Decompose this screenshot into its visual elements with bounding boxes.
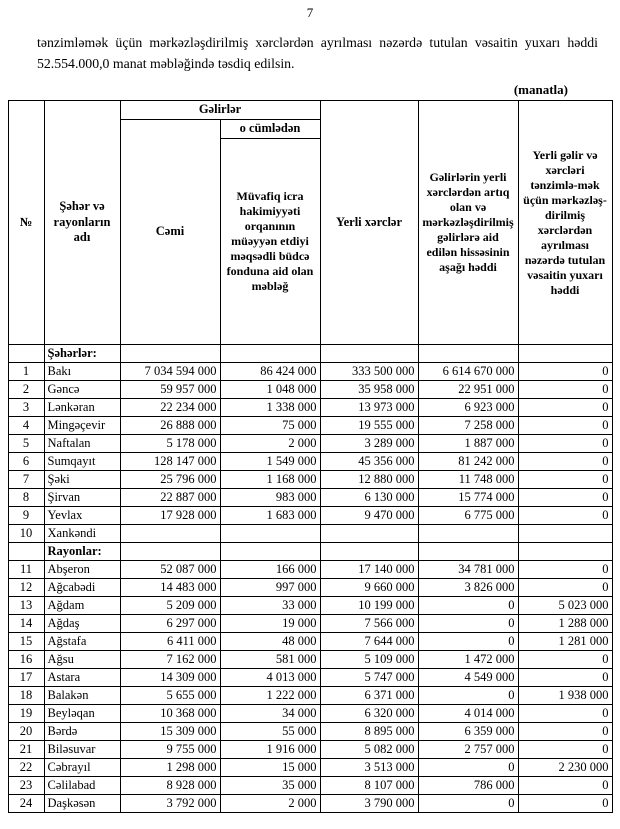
cell-artiq: 6 775 000 bbox=[418, 506, 518, 524]
cell-cemi: 3 792 000 bbox=[120, 794, 220, 812]
cell-yerli: 19 555 000 bbox=[320, 416, 418, 434]
cell-fond: 1 222 000 bbox=[220, 686, 320, 704]
cell-yerli: 3 289 000 bbox=[320, 434, 418, 452]
cell-yerli: 3 790 000 bbox=[320, 794, 418, 812]
cell-tenzim bbox=[518, 344, 612, 362]
cell-cemi: 15 309 000 bbox=[120, 722, 220, 740]
cell-name: Ağdaş bbox=[44, 614, 120, 632]
cell-name: Naftalan bbox=[44, 434, 120, 452]
table-row bbox=[8, 722, 612, 740]
col-header-o-cumleden: o cümlədən bbox=[220, 120, 320, 139]
cell-tenzim: 0 bbox=[518, 398, 612, 416]
cell-name: Lənkəran bbox=[44, 398, 120, 416]
col-header-yerli-xercler: Yerli xərclər bbox=[320, 101, 418, 344]
cell-name: Sumqayıt bbox=[44, 452, 120, 470]
cell-yerli: 333 500 000 bbox=[320, 362, 418, 380]
cell-no: 24 bbox=[8, 794, 44, 812]
cell-artiq: 4 014 000 bbox=[418, 704, 518, 722]
cell-yerli bbox=[320, 542, 418, 560]
table-row bbox=[8, 668, 612, 686]
table-row bbox=[8, 704, 612, 722]
cell-name: Şəhərlər: bbox=[44, 344, 120, 362]
cell-no: 9 bbox=[8, 506, 44, 524]
table-row bbox=[8, 488, 612, 506]
col-header-fond: Müvafiq icra hakimiyyəti orqanının müəyyən etdiyi məqsədli büdcə fonduna aid olan məbləğ bbox=[220, 138, 320, 344]
cell-fond: 1 916 000 bbox=[220, 740, 320, 758]
cell-cemi bbox=[120, 542, 220, 560]
cell-fond: 2 000 bbox=[220, 434, 320, 452]
cell-no: 5 bbox=[8, 434, 44, 452]
cell-cemi: 6 411 000 bbox=[120, 632, 220, 650]
cell-no: 1 bbox=[8, 362, 44, 380]
col-header-tenzim: Yerli gəlir və xərcləri tənzimlə-mək üçün mərkəzləş-dirilmiş xərclərdən ayrılması nəzərdə tutulan vəsaitin yuxarı həddi bbox=[518, 101, 612, 344]
cell-yerli: 6 320 000 bbox=[320, 704, 418, 722]
table-row bbox=[8, 776, 612, 794]
cell-artiq: 0 bbox=[418, 632, 518, 650]
cell-cemi: 9 755 000 bbox=[120, 740, 220, 758]
table-row bbox=[8, 560, 612, 578]
cell-artiq: 2 757 000 bbox=[418, 740, 518, 758]
cell-name: Beyləqan bbox=[44, 704, 120, 722]
cell-cemi: 17 928 000 bbox=[120, 506, 220, 524]
cell-no: 16 bbox=[8, 650, 44, 668]
cell-no: 15 bbox=[8, 632, 44, 650]
cell-artiq: 1 472 000 bbox=[418, 650, 518, 668]
col-header-no: № bbox=[8, 101, 44, 344]
cell-artiq: 11 748 000 bbox=[418, 470, 518, 488]
cell-fond: 983 000 bbox=[220, 488, 320, 506]
budget-table bbox=[8, 100, 613, 812]
cell-tenzim: 1 281 000 bbox=[518, 632, 612, 650]
cell-no: 23 bbox=[8, 776, 44, 794]
cell-name: Rayonlar: bbox=[44, 542, 120, 560]
cell-yerli: 5 109 000 bbox=[320, 650, 418, 668]
cell-fond: 1 048 000 bbox=[220, 380, 320, 398]
cell-cemi: 10 368 000 bbox=[120, 704, 220, 722]
table-body bbox=[8, 344, 612, 812]
cell-tenzim: 0 bbox=[518, 362, 612, 380]
table-row bbox=[8, 578, 612, 596]
cell-name: Daşkəsən bbox=[44, 794, 120, 812]
cell-fond: 19 000 bbox=[220, 614, 320, 632]
cell-cemi: 26 888 000 bbox=[120, 416, 220, 434]
cell-name: Yevlax bbox=[44, 506, 120, 524]
table-row bbox=[8, 650, 612, 668]
table-row bbox=[8, 506, 612, 524]
section-row bbox=[8, 542, 612, 560]
cell-tenzim: 0 bbox=[518, 506, 612, 524]
cell-name: Şəki bbox=[44, 470, 120, 488]
cell-no: 14 bbox=[8, 614, 44, 632]
cell-yerli: 12 880 000 bbox=[320, 470, 418, 488]
cell-fond: 48 000 bbox=[220, 632, 320, 650]
cell-cemi: 25 796 000 bbox=[120, 470, 220, 488]
unit-note: (manatla) bbox=[513, 82, 568, 98]
table-row bbox=[8, 758, 612, 776]
intro-paragraph: tənzimləmək üçün mərkəzləşdirilmiş xərclərdən ayrılması nəzərdə tutulan vəsaitin yuxarı həddi 52.554.000,0 manat məbləğində təsdiq edilsin. bbox=[37, 35, 598, 71]
cell-fond bbox=[220, 542, 320, 560]
cell-tenzim bbox=[518, 542, 612, 560]
cell-artiq bbox=[418, 344, 518, 362]
cell-artiq: 1 887 000 bbox=[418, 434, 518, 452]
cell-artiq: 7 258 000 bbox=[418, 416, 518, 434]
page-number: 7 bbox=[306, 5, 314, 20]
cell-name: Ağdam bbox=[44, 596, 120, 614]
col-header-cemi: Cəmi bbox=[120, 120, 220, 345]
cell-no bbox=[8, 542, 44, 560]
cell-tenzim: 0 bbox=[518, 704, 612, 722]
cell-no: 2 bbox=[8, 380, 44, 398]
cell-name: Abşeron bbox=[44, 560, 120, 578]
cell-cemi: 7 034 594 000 bbox=[120, 362, 220, 380]
cell-artiq: 0 bbox=[418, 614, 518, 632]
cell-artiq: 0 bbox=[418, 686, 518, 704]
cell-fond: 581 000 bbox=[220, 650, 320, 668]
table-row bbox=[8, 614, 612, 632]
cell-fond: 4 013 000 bbox=[220, 668, 320, 686]
cell-fond: 1 338 000 bbox=[220, 398, 320, 416]
cell-artiq bbox=[418, 542, 518, 560]
cell-yerli: 8 107 000 bbox=[320, 776, 418, 794]
cell-name: Biləsuvar bbox=[44, 740, 120, 758]
cell-cemi bbox=[120, 524, 220, 542]
cell-cemi: 22 234 000 bbox=[120, 398, 220, 416]
cell-cemi: 128 147 000 bbox=[120, 452, 220, 470]
cell-yerli: 9 660 000 bbox=[320, 578, 418, 596]
table-row bbox=[8, 686, 612, 704]
cell-yerli: 5 082 000 bbox=[320, 740, 418, 758]
cell-yerli: 10 199 000 bbox=[320, 596, 418, 614]
cell-fond: 86 424 000 bbox=[220, 362, 320, 380]
table-row bbox=[8, 380, 612, 398]
cell-cemi: 52 087 000 bbox=[120, 560, 220, 578]
cell-cemi: 14 309 000 bbox=[120, 668, 220, 686]
table-row bbox=[8, 362, 612, 380]
cell-no: 13 bbox=[8, 596, 44, 614]
cell-fond: 55 000 bbox=[220, 722, 320, 740]
cell-tenzim: 0 bbox=[518, 740, 612, 758]
cell-yerli: 13 973 000 bbox=[320, 398, 418, 416]
cell-artiq: 81 242 000 bbox=[418, 452, 518, 470]
cell-cemi bbox=[120, 344, 220, 362]
cell-tenzim: 0 bbox=[518, 560, 612, 578]
cell-no: 18 bbox=[8, 686, 44, 704]
cell-artiq: 22 951 000 bbox=[418, 380, 518, 398]
cell-tenzim: 0 bbox=[518, 380, 612, 398]
table-row bbox=[8, 794, 612, 812]
cell-fond: 2 000 bbox=[220, 794, 320, 812]
cell-name: Bakı bbox=[44, 362, 120, 380]
cell-name: Xankəndi bbox=[44, 524, 120, 542]
cell-tenzim: 0 bbox=[518, 488, 612, 506]
table-row bbox=[8, 596, 612, 614]
cell-tenzim: 2 230 000 bbox=[518, 758, 612, 776]
cell-no: 8 bbox=[8, 488, 44, 506]
cell-cemi: 59 957 000 bbox=[120, 380, 220, 398]
cell-tenzim: 0 bbox=[518, 452, 612, 470]
cell-artiq: 3 826 000 bbox=[418, 578, 518, 596]
cell-fond: 1 683 000 bbox=[220, 506, 320, 524]
cell-cemi: 7 162 000 bbox=[120, 650, 220, 668]
cell-fond: 34 000 bbox=[220, 704, 320, 722]
cell-name: Ağstafa bbox=[44, 632, 120, 650]
cell-cemi: 5 655 000 bbox=[120, 686, 220, 704]
cell-fond: 75 000 bbox=[220, 416, 320, 434]
cell-tenzim: 0 bbox=[518, 776, 612, 794]
cell-name: Mingəçevir bbox=[44, 416, 120, 434]
cell-tenzim: 0 bbox=[518, 722, 612, 740]
cell-tenzim: 0 bbox=[518, 578, 612, 596]
cell-name: Ağsu bbox=[44, 650, 120, 668]
cell-yerli: 7 644 000 bbox=[320, 632, 418, 650]
cell-tenzim bbox=[518, 524, 612, 542]
cell-yerli: 9 470 000 bbox=[320, 506, 418, 524]
cell-tenzim: 1 938 000 bbox=[518, 686, 612, 704]
cell-tenzim: 1 288 000 bbox=[518, 614, 612, 632]
cell-yerli: 6 371 000 bbox=[320, 686, 418, 704]
cell-fond bbox=[220, 344, 320, 362]
cell-fond: 33 000 bbox=[220, 596, 320, 614]
table-header bbox=[8, 101, 612, 344]
cell-artiq: 15 774 000 bbox=[418, 488, 518, 506]
cell-no: 6 bbox=[8, 452, 44, 470]
cell-fond: 997 000 bbox=[220, 578, 320, 596]
cell-name: Astara bbox=[44, 668, 120, 686]
cell-cemi: 8 928 000 bbox=[120, 776, 220, 794]
cell-name: Gəncə bbox=[44, 380, 120, 398]
cell-name: Ağcabədi bbox=[44, 578, 120, 596]
cell-yerli: 8 895 000 bbox=[320, 722, 418, 740]
cell-tenzim: 0 bbox=[518, 416, 612, 434]
cell-fond: 166 000 bbox=[220, 560, 320, 578]
cell-no: 22 bbox=[8, 758, 44, 776]
cell-artiq bbox=[418, 524, 518, 542]
col-header-artiq: Gəlirlərin yerli xərclərdən artıq olan və mərkəzləşdirilmiş gəlirlərə aid edilən hissəsinin aşağı həddi bbox=[418, 101, 518, 344]
cell-artiq: 0 bbox=[418, 758, 518, 776]
cell-cemi: 6 297 000 bbox=[120, 614, 220, 632]
cell-yerli bbox=[320, 524, 418, 542]
cell-yerli: 7 566 000 bbox=[320, 614, 418, 632]
cell-fond bbox=[220, 524, 320, 542]
cell-yerli: 6 130 000 bbox=[320, 488, 418, 506]
cell-artiq: 6 923 000 bbox=[418, 398, 518, 416]
cell-name: Balakən bbox=[44, 686, 120, 704]
table-row bbox=[8, 524, 612, 542]
cell-name: Şirvan bbox=[44, 488, 120, 506]
cell-cemi: 5 178 000 bbox=[120, 434, 220, 452]
cell-artiq: 6 614 670 000 bbox=[418, 362, 518, 380]
cell-tenzim: 0 bbox=[518, 794, 612, 812]
table-row bbox=[8, 434, 612, 452]
cell-no: 19 bbox=[8, 704, 44, 722]
table-row bbox=[8, 470, 612, 488]
col-header-name: Şəhər və rayonların adı bbox=[44, 101, 120, 344]
cell-artiq: 0 bbox=[418, 596, 518, 614]
cell-name: Bərdə bbox=[44, 722, 120, 740]
cell-no: 3 bbox=[8, 398, 44, 416]
cell-no: 12 bbox=[8, 578, 44, 596]
cell-cemi: 1 298 000 bbox=[120, 758, 220, 776]
cell-no: 11 bbox=[8, 560, 44, 578]
cell-no: 10 bbox=[8, 524, 44, 542]
table-row bbox=[8, 398, 612, 416]
cell-artiq: 0 bbox=[418, 794, 518, 812]
cell-artiq: 786 000 bbox=[418, 776, 518, 794]
cell-cemi: 14 483 000 bbox=[120, 578, 220, 596]
table-row bbox=[8, 632, 612, 650]
cell-fond: 1 549 000 bbox=[220, 452, 320, 470]
cell-yerli: 5 747 000 bbox=[320, 668, 418, 686]
cell-cemi: 5 209 000 bbox=[120, 596, 220, 614]
table-row bbox=[8, 416, 612, 434]
cell-yerli: 17 140 000 bbox=[320, 560, 418, 578]
cell-no: 4 bbox=[8, 416, 44, 434]
cell-artiq: 4 549 000 bbox=[418, 668, 518, 686]
cell-artiq: 34 781 000 bbox=[418, 560, 518, 578]
cell-tenzim: 0 bbox=[518, 650, 612, 668]
cell-tenzim: 0 bbox=[518, 668, 612, 686]
col-group-gelirler: Gəlirlər bbox=[120, 101, 320, 120]
cell-tenzim: 5 023 000 bbox=[518, 596, 612, 614]
cell-fond: 15 000 bbox=[220, 758, 320, 776]
cell-name: Cəlilabad bbox=[44, 776, 120, 794]
cell-no: 17 bbox=[8, 668, 44, 686]
table-row bbox=[8, 452, 612, 470]
cell-no bbox=[8, 344, 44, 362]
cell-yerli: 3 513 000 bbox=[320, 758, 418, 776]
cell-no: 21 bbox=[8, 740, 44, 758]
cell-yerli bbox=[320, 344, 418, 362]
cell-artiq: 6 359 000 bbox=[418, 722, 518, 740]
cell-yerli: 35 958 000 bbox=[320, 380, 418, 398]
cell-fond: 35 000 bbox=[220, 776, 320, 794]
cell-no: 20 bbox=[8, 722, 44, 740]
section-row bbox=[8, 344, 612, 362]
table-row bbox=[8, 740, 612, 758]
cell-name: Cəbrayıl bbox=[44, 758, 120, 776]
cell-yerli: 45 356 000 bbox=[320, 452, 418, 470]
cell-tenzim: 0 bbox=[518, 470, 612, 488]
cell-cemi: 22 887 000 bbox=[120, 488, 220, 506]
cell-fond: 1 168 000 bbox=[220, 470, 320, 488]
cell-no: 7 bbox=[8, 470, 44, 488]
cell-tenzim: 0 bbox=[518, 434, 612, 452]
